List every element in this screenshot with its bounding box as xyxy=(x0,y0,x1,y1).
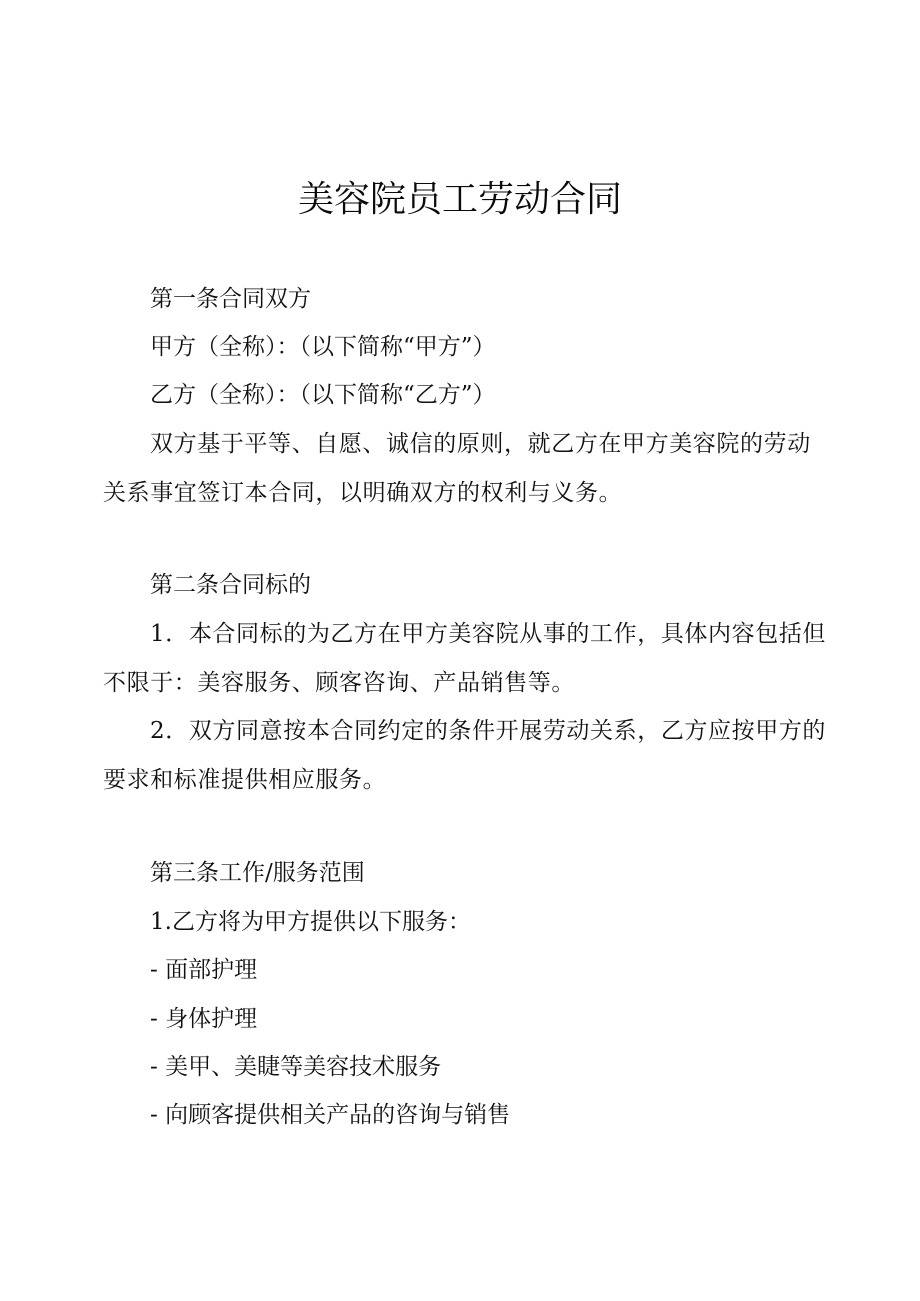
article-1-heading: 第一条合同双方 xyxy=(150,286,311,312)
service-list-item: - 身体护理 xyxy=(150,1006,258,1032)
party-a-line: 甲方（全称）：（以下简称“甲方”） xyxy=(150,334,496,360)
service-list-item: - 面部护理 xyxy=(150,957,258,983)
article-2-heading: 第二条合同标的 xyxy=(150,572,311,598)
service-list-item: - 美甲、美睫等美容技术服务 xyxy=(150,1054,442,1080)
document-title: 美容院员工劳动合同 xyxy=(297,179,622,220)
service-list-item: - 向顾客提供相关产品的咨询与销售 xyxy=(150,1102,511,1128)
article-1-intro-line-2: 关系事宜签订本合同，以明确双方的权利与义务。 xyxy=(103,480,623,506)
article-3-heading: 第三条工作/服务范围 xyxy=(150,860,365,886)
article-2-item-2-line-1: 2．双方同意按本合同约定的条件开展劳动关系，乙方应按甲方的 xyxy=(150,718,827,744)
party-b-line: 乙方（全称）：（以下简称“乙方”） xyxy=(150,382,496,408)
article-3-item-1: 1.乙方将为甲方提供以下服务： xyxy=(150,909,471,935)
article-2-item-2-line-2: 要求和标准提供相应服务。 xyxy=(103,767,387,793)
article-1-intro-line-1: 双方基于平等、自愿、诚信的原则，就乙方在甲方美容院的劳动 xyxy=(150,431,811,457)
article-2-item-1-line-1: 1．本合同标的为乙方在甲方美容院从事的工作，具体内容包括但 xyxy=(150,621,827,647)
article-2-item-1-line-2: 不限于：美容服务、顾客咨询、产品销售等。 xyxy=(103,670,575,696)
